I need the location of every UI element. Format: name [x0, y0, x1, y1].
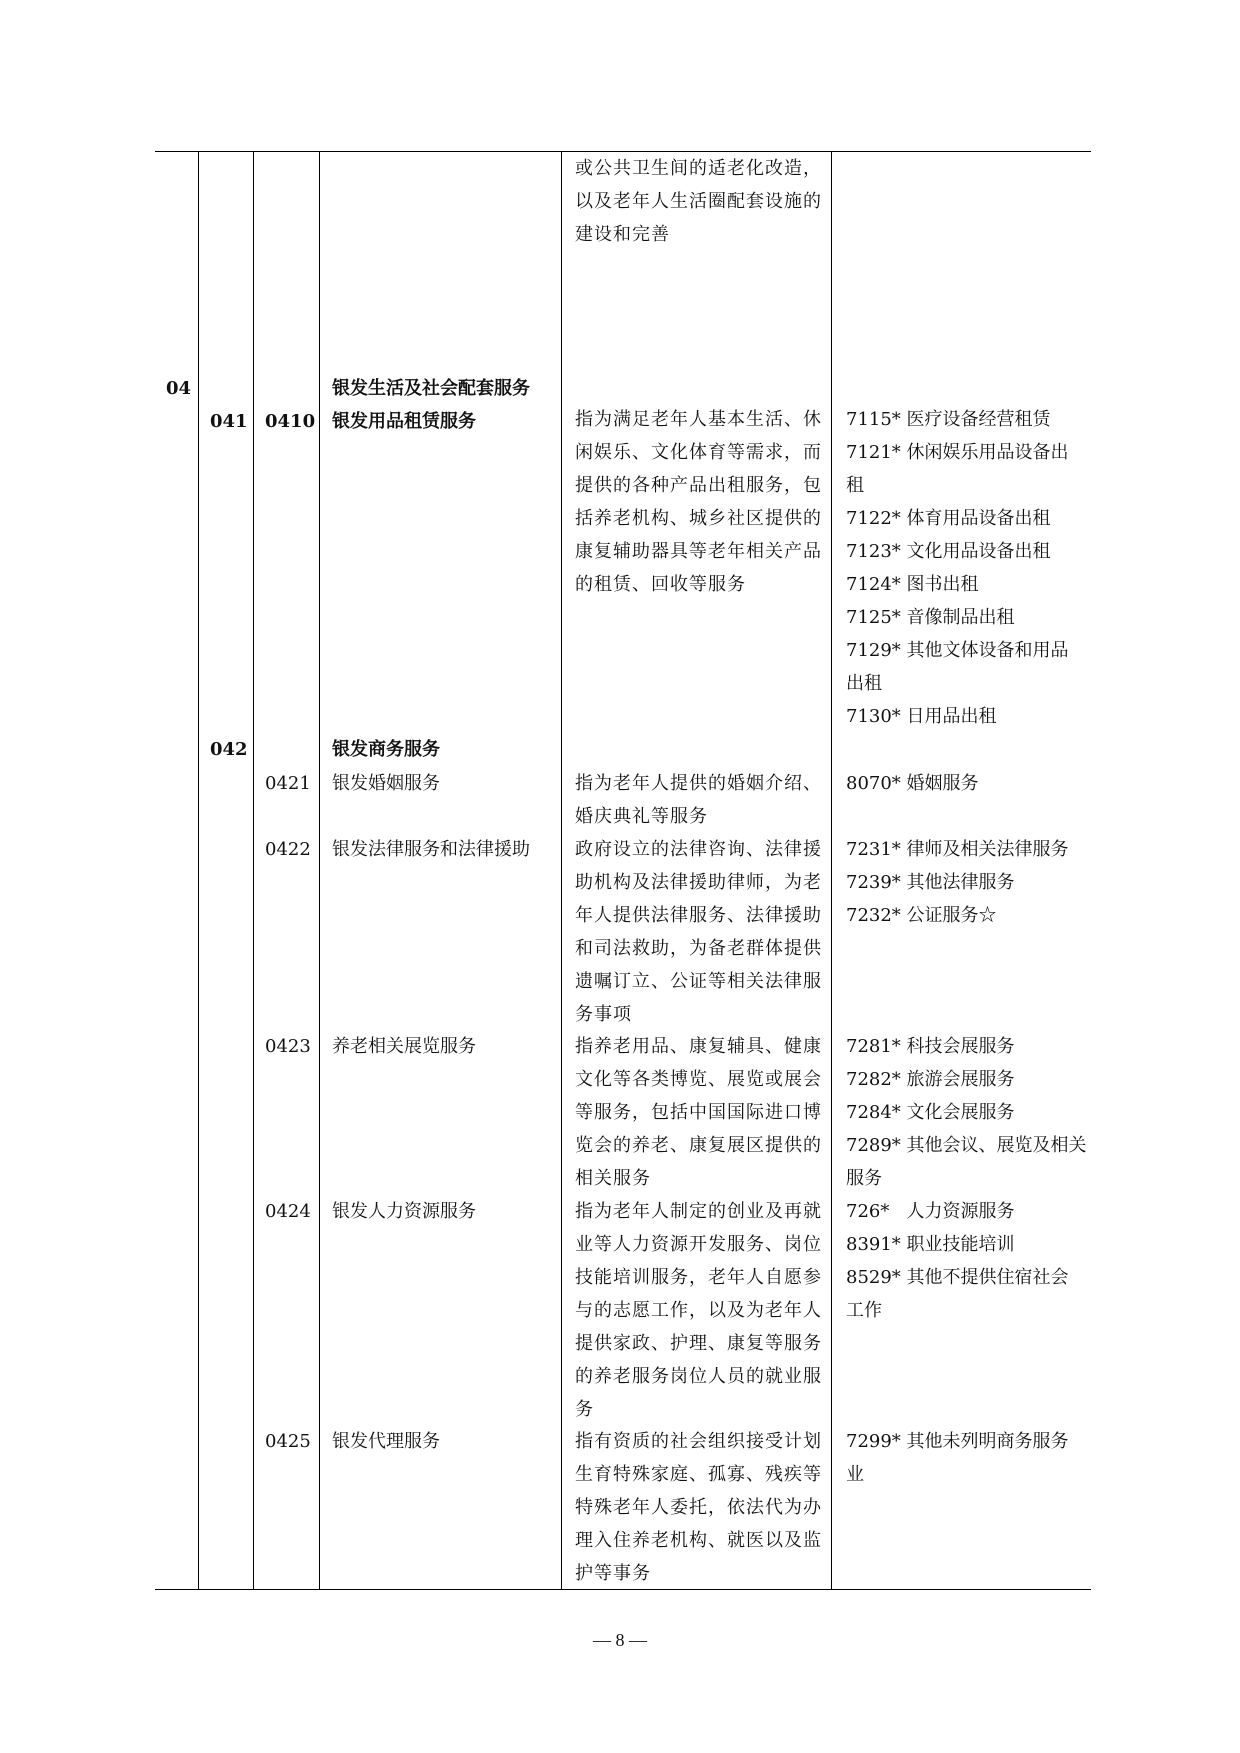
description-cell: 指为老年人提供的婚姻介绍、 婚庆典礼等服务: [575, 773, 822, 827]
level1-code: 04: [166, 378, 192, 399]
level3-code: 0410: [265, 411, 316, 432]
category-name: 银发商务服务: [332, 739, 440, 760]
page-number: — 8 —: [593, 1630, 647, 1650]
industry-reference-cell: 726* 人力资源服务 8391* 职业技能培训 8529* 其他不提供住宿社会 工作: [846, 1201, 1069, 1321]
level2-code: 041: [210, 411, 248, 432]
category-name: 银发法律服务和法律援助: [332, 839, 530, 860]
category-name: 银发用品租赁服务: [332, 411, 476, 432]
industry-reference-cell: 7281* 科技会展服务 7282* 旅游会展服务 7284* 文化会展服务 7289* 其他会议、展览及相关 服务: [846, 1036, 1087, 1189]
description-cell: 政府设立的法律咨询、法律援 助机构及法律援助律师，为老 年人提供法律服务、法律援助 和司法救助，为备老群体提供 遗嘱订立、公证等相关法律服 务事项: [575, 839, 822, 1025]
category-name: 银发代理服务: [332, 1431, 440, 1452]
level4-code: 0422: [265, 839, 311, 860]
category-name: 银发生活及社会配套服务: [332, 378, 530, 399]
description-cell: 或公共卫生间的适老化改造， 以及老年人生活圈配套设施的 建设和完善: [575, 158, 822, 245]
industry-reference-cell: 8070* 婚姻服务: [846, 773, 979, 794]
column-divider: [198, 151, 199, 1590]
column-divider: [561, 151, 562, 1590]
column-divider: [319, 151, 320, 1590]
description-cell: 指有资质的社会组织接受计划 生育特殊家庭、孤寡、残疾等 特殊老年人委托，依法代为办 理入住养老机构、就医以及监 护等事务: [575, 1431, 822, 1584]
description-cell: 指为老年人制定的创业及再就 业等人力资源开发服务、岗位 技能培训服务，老年人自愿参 与的志愿工作，以及为老年人 提供家政、护理、康复等服务 的养老服务岗位人员的就业服 务: [575, 1201, 822, 1420]
level4-code: 0425: [265, 1431, 311, 1452]
column-divider: [253, 151, 254, 1590]
category-name: 银发人力资源服务: [332, 1201, 476, 1222]
category-name: 银发婚姻服务: [332, 773, 440, 794]
industry-reference-cell: 7115* 医疗设备经营租赁 7121* 休闲娱乐用品设备出 租 7122* 体育用品设备出租 7123* 文化用品设备出租 7124* 图书出租 7125* 音像制品出租 7129* 其他文体设备和用品 出租 7130* 日用品出租: [846, 409, 1069, 727]
level2-code: 042: [210, 739, 248, 760]
industry-reference-cell: 7299* 其他未列明商务服务 业: [846, 1431, 1069, 1485]
level4-code: 0423: [265, 1036, 311, 1057]
level4-code: 0421: [265, 773, 311, 794]
category-name: 养老相关展览服务: [332, 1036, 476, 1057]
description-cell: 指为满足老年人基本生活、休 闲娱乐、文化体育等需求，而 提供的各种产品出租服务，包 括养老机构、城乡社区提供的 康复辅助器具等老年相关产品 的租赁、回收等服务: [575, 409, 822, 595]
industry-reference-cell: 7231* 律师及相关法律服务 7239* 其他法律服务 7232* 公证服务☆: [846, 839, 1069, 926]
description-cell: 指养老用品、康复辅具、健康 文化等各类博览、展览或展会 等服务，包括中国国际进口博 览会的养老、康复展区提供的 相关服务: [575, 1036, 822, 1189]
level4-code: 0424: [265, 1201, 311, 1222]
column-divider: [831, 151, 832, 1590]
